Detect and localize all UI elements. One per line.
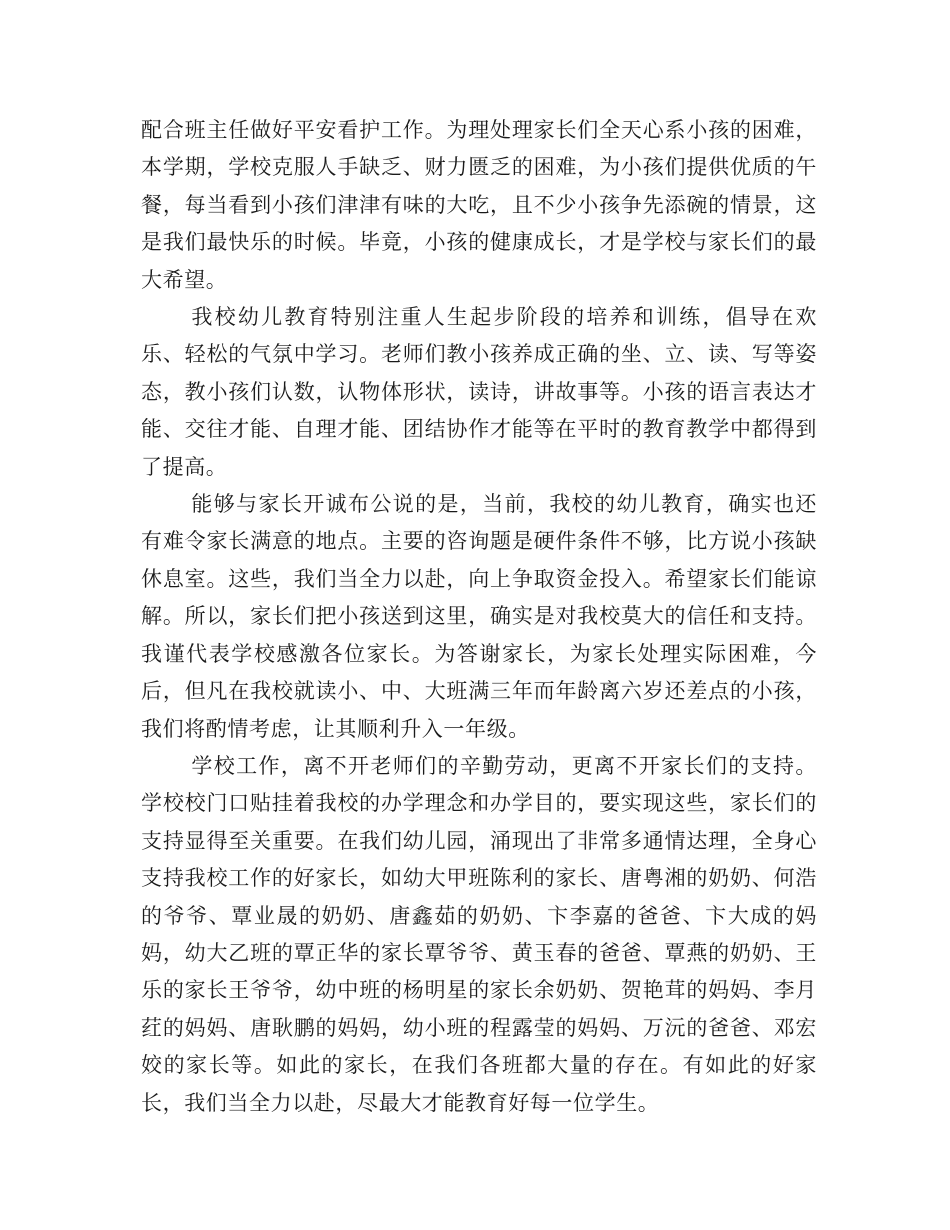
paragraph-shortcomings: 能够与家长开诚布公说的是，当前，我校的幼儿教育，确实也还有难令家长满意的地点。主要的咨询题是硬件条件不够，比方说小孩缺休息室。这些，我们当全力以赴，向上争取资金投入。希望家长们能谅解。所以，家长们把小孩送到这里，确实是对我校莫大的信任和支持。我谨代表学校感激各位家长。为答谢家长，为家长处理实际困难，今后，但凡在我校就读小、中、大班满三年而年龄离六岁还差点的小孩，我们将酌情考虑，让其顺利升入一年级。 bbox=[141, 492, 817, 741]
document-body bbox=[141, 112, 817, 1122]
paragraph-continued: 配合班主任做好平安看护工作。为理处理家长们全天心系小孩的困难，本学期，学校克服人手缺乏、财力匮乏的困难，为小孩们提供优质的午餐，每当看到小孩们津津有味的大吃，且不少小孩争先添碗的情景，这是我们最快乐的时候。毕竟，小孩的健康成长，才是学校与家长们的最大希望。 bbox=[141, 118, 817, 292]
paragraph-parent-support: 学校工作，离不开老师们的辛勤劳动，更离不开家长们的支持。学校校门口贴挂着我校的办学理念和办学目的，要实现这些，家长们的支持显得至关重要。在我们幼儿园，涌现出了非常多通情达理，全身心支持我校工作的好家长，如幼大甲班陈利的家长、唐粤湘的奶奶、何浩的爷爷、覃业晟的奶奶、唐鑫茹的奶奶、卞李嘉的爸爸、卞大成的妈妈，幼大乙班的覃正华的家长覃爷爷、黄玉春的爸爸、覃燕的奶奶、王乐的家长王爷爷，幼中班的杨明星的家长余奶奶、贺艳茸的妈妈、李月荭的妈妈、唐耿鹏的妈妈，幼小班的程露莹的妈妈、万沅的爸爸、邓宏姣的家长等。如此的家长，在我们各班都大量的存在。有如此的好家长，我们当全力以赴，尽最大才能教育好每一位学生。 bbox=[141, 753, 817, 1115]
paragraph-early-education: 我校幼儿教育特别注重人生起步阶段的培养和训练，倡导在欢乐、轻松的气氛中学习。老师们教小孩养成正确的坐、立、读、写等姿态，教小孩们认数，认物体形状，读诗，讲故事等。小孩的语言表达才能、交往才能、自理才能、团结协作才能等在平时的教育教学中都得到了提高。 bbox=[141, 305, 817, 479]
